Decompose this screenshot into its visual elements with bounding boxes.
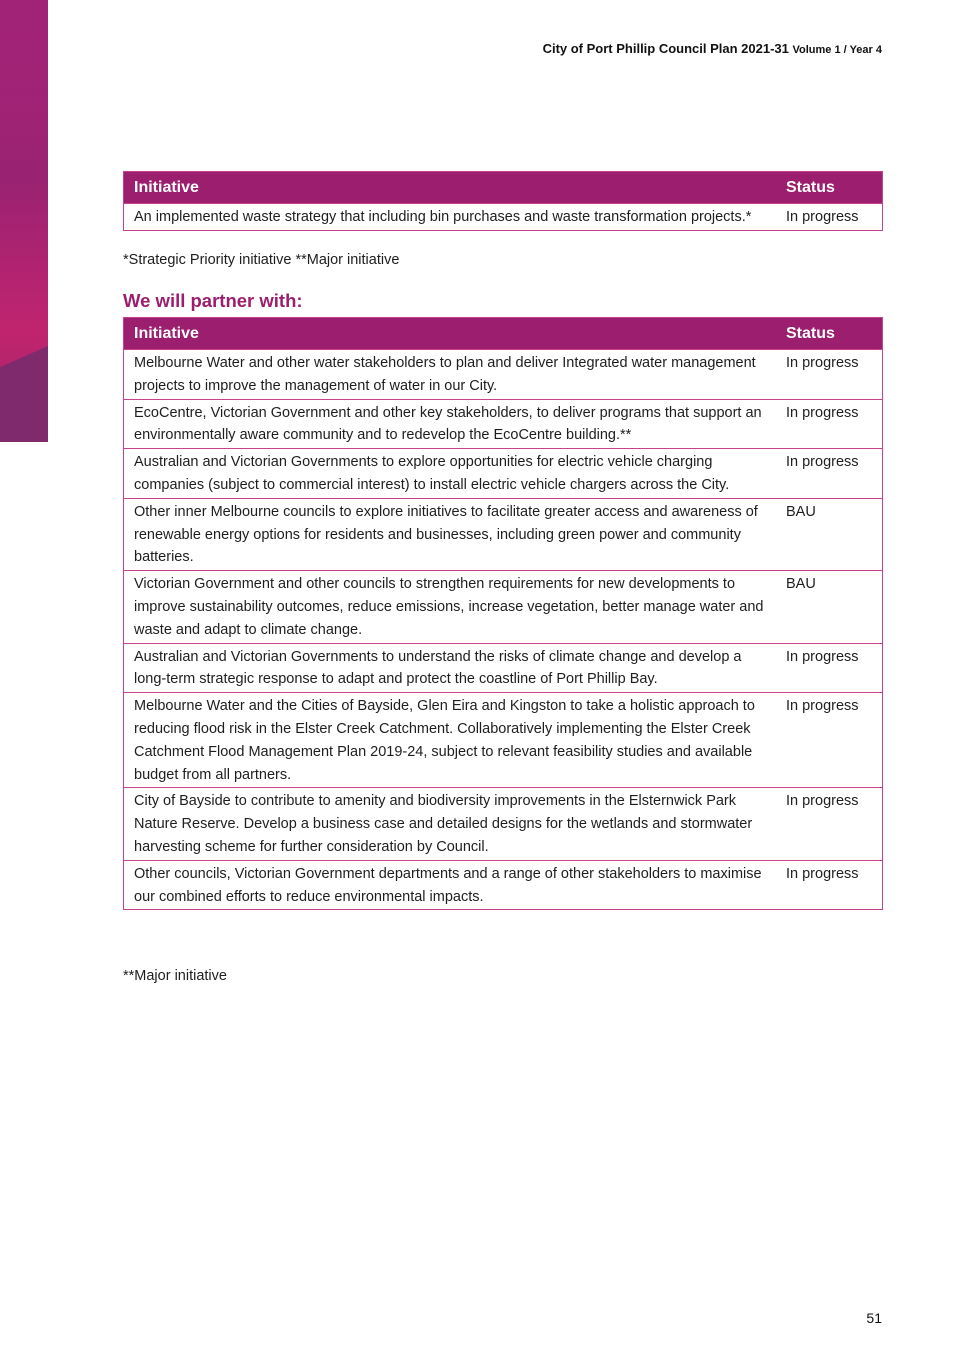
status-cell: BAU [786, 503, 816, 520]
initiative-cell: Other councils, Victorian Government departments and a range of other stakeholders to maximise our combined efforts to reduce environmental impacts. [134, 865, 762, 905]
table-row [124, 498, 882, 570]
page-number: 51 [866, 1310, 882, 1326]
partner-initiatives-table [123, 317, 883, 910]
status-cell: In progress [786, 355, 859, 371]
column-header-initiative: Initiative [134, 178, 199, 196]
status-cell: BAU [786, 576, 816, 593]
initiative-cell: EcoCentre, Victorian Government and other key stakeholders, to deliver programs that support an environmentally aware community and to redevelop the EcoCentre building.** [134, 404, 762, 444]
document-volume: Volume 1 / Year 4 [792, 44, 882, 56]
table-row [124, 787, 882, 859]
initiative-cell: Other inner Melbourne councils to explore initiatives to facilitate greater access and awareness of renewable energy options for residents and businesses, including green power and community batteries. [134, 503, 758, 566]
side-band-shade [0, 0, 48, 200]
table-row [124, 448, 882, 498]
column-header-status: Status [786, 324, 835, 342]
table-header [124, 172, 882, 203]
table-row [124, 349, 882, 399]
initiative-cell: Melbourne Water and the Cities of Bayside, Glen Eira and Kingston to take a holistic approach to reducing flood risk in the Elster Creek Catchment. Collaboratively implementing the Elster Creek Catchment Flood Management Plan 2019-24, subject to relevant feasibility studies and available budget from all partners. [134, 698, 755, 783]
initiative-cell: Melbourne Water and other water stakeholders to plan and deliver Integrated water management projects to improve the management of water in our City. [134, 355, 756, 394]
initiative-cell: Victorian Government and other councils to strengthen requirements for new developments to improve sustainability outcomes, reduce emissions, increase vegetation, better manage water and waste and adapt to climate change. [134, 576, 764, 638]
table-row [124, 399, 882, 449]
column-header-status: Status [786, 178, 835, 196]
side-band-facet [0, 346, 48, 442]
status-cell: In progress [786, 209, 859, 225]
status-cell: In progress [786, 648, 859, 665]
status-cell: In progress [786, 698, 859, 715]
status-cell: In progress [786, 404, 859, 421]
status-cell: In progress [786, 454, 859, 471]
table-footnote: **Major initiative [123, 968, 227, 984]
status-cell: In progress [786, 793, 859, 810]
table-row [124, 203, 882, 230]
initiatives-table [123, 171, 883, 231]
table-row [124, 643, 882, 693]
table-header [124, 318, 882, 349]
status-cell: In progress [786, 865, 859, 882]
table-footnote: *Strategic Priority initiative **Major initiative [123, 252, 400, 268]
section-heading: We will partner with: [123, 290, 303, 311]
initiative-cell: City of Bayside to contribute to amenity and biodiversity improvements in the Elsternwick Park Nature Reserve. Develop a business case and detailed designs for the wetlands and stormwater harvesting scheme for further consideration by Council. [134, 793, 753, 855]
table-row [124, 860, 882, 910]
initiative-cell: Australian and Victorian Governments to understand the risks of climate change and develop a long-term strategic response to adapt and protect the coastline of Port Phillip Bay. [134, 648, 742, 688]
initiative-cell: An implemented waste strategy that including bin purchases and waste transformation projects.* [134, 209, 752, 225]
initiative-cell: Australian and Victorian Governments to explore opportunities for electric vehicle charging companies (subject to commercial interest) to install electric vehicle chargers across the City. [134, 454, 730, 493]
decorative-side-band [0, 0, 48, 442]
document-title: City of Port Phillip Council Plan 2021-31 [542, 41, 789, 56]
table-row [124, 570, 882, 642]
table-row [124, 692, 882, 787]
running-header [543, 41, 882, 56]
column-header-initiative: Initiative [134, 324, 199, 342]
